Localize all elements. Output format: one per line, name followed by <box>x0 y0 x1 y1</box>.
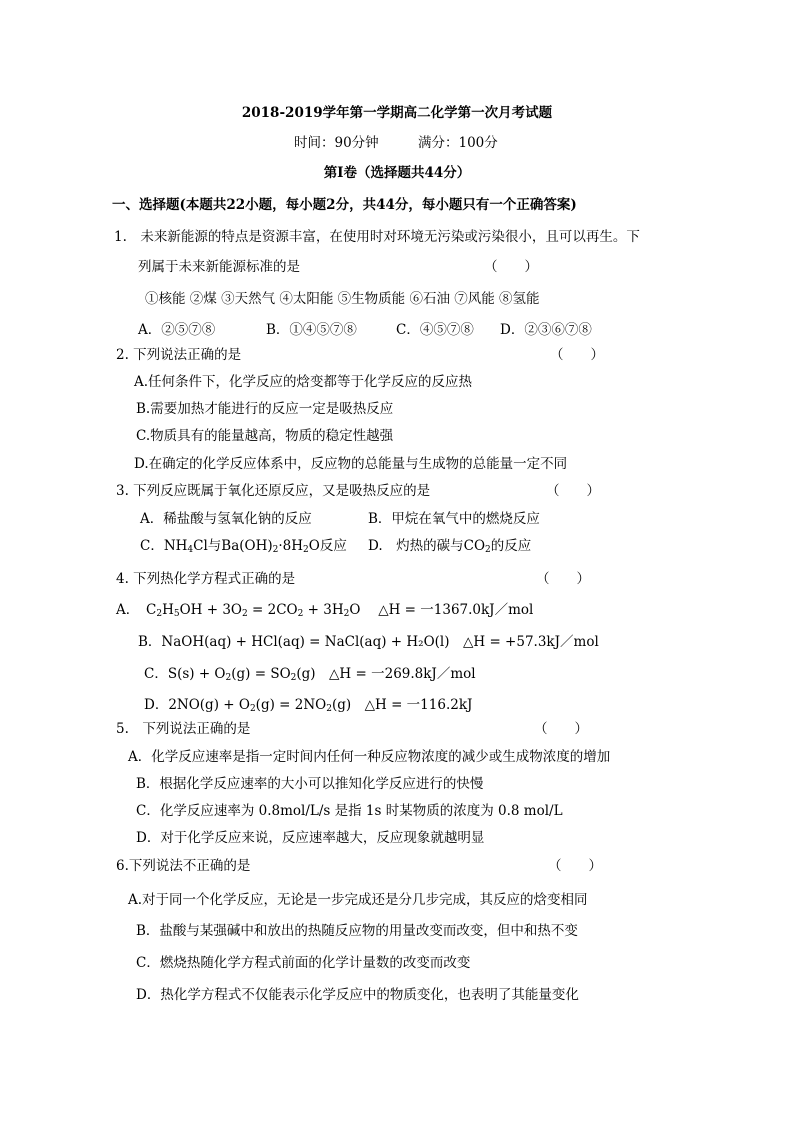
q1-option-b: B．①④⑤⑦⑧ <box>266 322 357 338</box>
q4-answer-paren: （ ） <box>536 571 590 587</box>
q2-answer-paren: （ ） <box>550 347 604 363</box>
q6-option-d: D．热化学方程式不仅能表示化学反应中的物质变化，也表明了其能量变化 <box>136 987 579 1003</box>
q5-option-b: B．根据化学反应速率的大小可以推知化学反应进行的快慢 <box>136 776 484 792</box>
q2-option-b: B.需要加热才能进行的反应一定是吸热反应 <box>136 401 394 417</box>
q6-option-b: B．盐酸与某强碱中和放出的热随反应物的用量改变而改变，但中和热不变 <box>136 923 578 939</box>
q3-option-a: A．稀盐酸与氢氧化钠的反应 <box>140 511 312 527</box>
q4-option-a: A． $C_2H_5OH + 3O_2 = 2CO_2 + 3H_2O$ △H = 一1367.0kJ／mol <box>116 602 534 619</box>
q6-option-c: C．燃烧热随化学方程式前面的化学计量数的改变而改变 <box>136 955 471 971</box>
q4-stem: 4. 下列热化学方程式正确的是 <box>116 571 296 587</box>
q5-option-a: A．化学反应速率是指一定时间内任何一种反应物浓度的减少或生成物浓度的增加 <box>128 749 611 765</box>
q1-option-a: A．②⑤⑦⑧ <box>138 322 216 338</box>
q5-stem: 5. 下列说法正确的是 <box>116 721 251 737</box>
q1-items: ①核能 ②煤 ③天然气 ④太阳能 ⑤生物质能 ⑥石油 ⑦风能 ⑧氢能 <box>145 291 540 307</box>
exam-title: 2018-2019学年第一学期高二化学第一次月考试题 <box>241 105 553 121</box>
q1-stem-line1: 1. 未来新能源的特点是资源丰富，在使用时对环境无污染或污染很小，且可以再生。下 <box>114 229 640 245</box>
q1-stem-line2: 列属于未来新能源标准的是 <box>138 259 300 275</box>
q1-option-d: D．②③⑥⑦⑧ <box>500 322 592 338</box>
q1-option-c: C．④⑤⑦⑧ <box>396 322 474 338</box>
q5-option-d: D．对于化学反应来说，反应速率越大，反应现象就越明显 <box>136 830 485 846</box>
q2-stem: 2. 下列说法正确的是 <box>116 347 242 363</box>
q3-stem: 3. 下列反应既属于氧化还原反应，又是吸热反应的是 <box>116 483 431 499</box>
q2-option-d: D.在确定的化学反应体系中，反应物的总能量与生成物的总能量一定不同 <box>134 456 568 472</box>
exam-time: 时间：90分钟 <box>294 135 379 151</box>
q5-option-c: C．化学反应速率为 0.8mol/L/s 是指 1s 时某物质的浓度为 0.8 mol/L <box>136 803 563 819</box>
q6-stem: 6.下列说法不正确的是 <box>116 858 251 874</box>
q3-option-d: D. 灼热的碳与$CO_2$的反应 <box>368 538 532 555</box>
exam-score: 满分：100分 <box>418 135 498 151</box>
part-heading: 第Ⅰ卷（选择题共44分） <box>323 165 471 181</box>
q3-answer-paren: （ ） <box>546 483 600 499</box>
q6-option-a: A.对于同一个化学反应，无论是一步完成还是分几步完成，其反应的焓变相同 <box>128 892 588 908</box>
q1-answer-paren: （ ） <box>484 259 538 275</box>
q3-option-c: C．$NH_4Cl$与$Ba(OH)_2\cdot 8H_2O$反应 <box>140 538 347 555</box>
q6-answer-paren: （ ） <box>548 858 602 874</box>
q4-option-d: D．$2NO(g) + O_2(g) = 2NO_2(g)$ △H = 一116.2kJ <box>144 697 473 714</box>
q2-option-c: C.物质具有的能量越高，物质的稳定性越强 <box>136 428 394 444</box>
q2-option-a: A.任何条件下，化学反应的焓变都等于化学反应的反应热 <box>134 374 473 390</box>
q3-option-b: B．甲烷在氧气中的燃烧反应 <box>368 511 540 527</box>
section-heading: 一、选择题(本题共22小题，每小题2分，共44分，每小题只有一个正确答案) <box>112 197 577 213</box>
q4-option-b: B．NaOH(aq) + HCl(aq) = NaCl(aq) + H₂O(l) △H = +57.3kJ／mol <box>138 634 599 650</box>
q5-answer-paren: （ ） <box>534 721 588 737</box>
q4-option-c: C．$S(s) + O_2(g) = SO_2(g)$ △H = 一269.8kJ／mol <box>144 666 476 683</box>
